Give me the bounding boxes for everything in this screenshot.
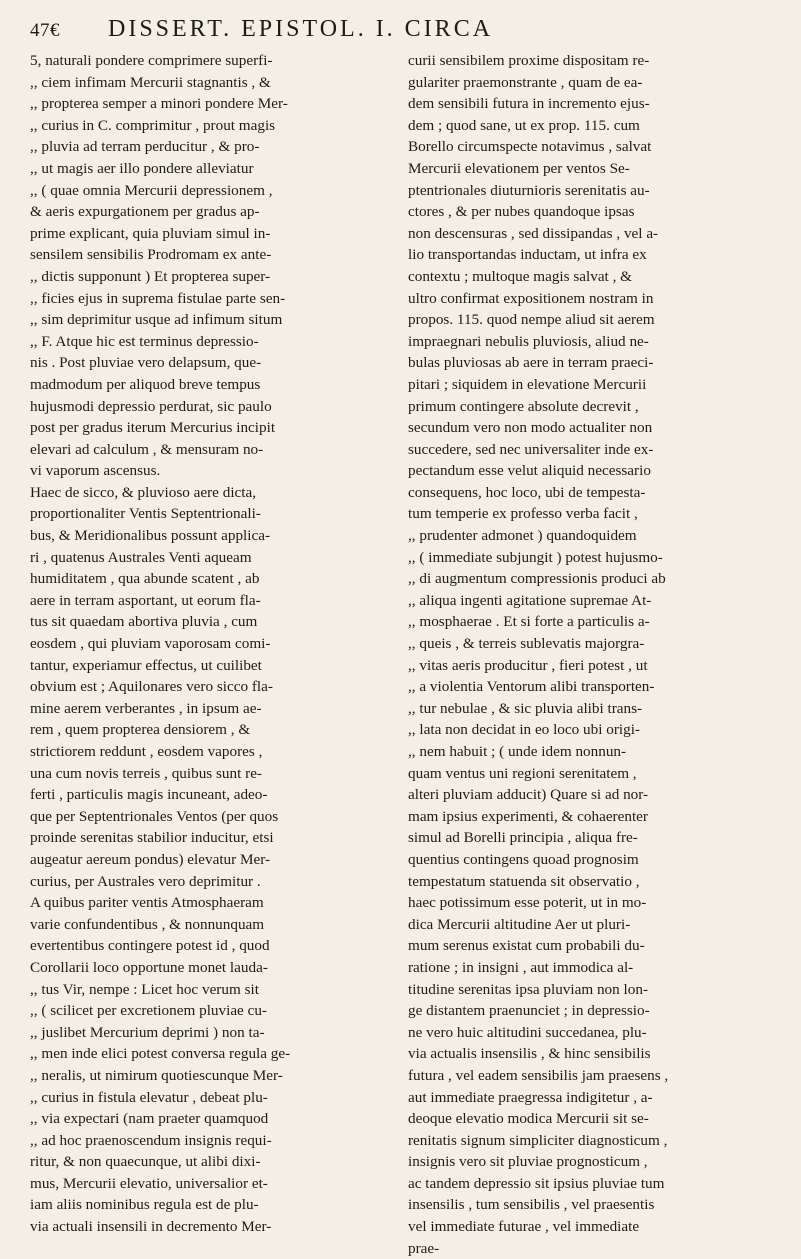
text-line: aere in terram asportant, ut eorum fla- — [30, 591, 261, 609]
text-line: ,, lata non decidat in eo loco ubi origi- — [408, 721, 640, 739]
text-line: iam aliis nominibus regula est de plu- — [30, 1196, 259, 1214]
text-columns — [30, 50, 777, 1259]
text-line: vi vaporum ascensus. — [30, 462, 161, 480]
text-line: ,, F. Atque hic est terminus depressio- — [30, 332, 259, 350]
text-line: ,, tus Vir, nempe : Licet hoc verum sit — [30, 980, 259, 998]
text-line: dem sensibili futura in incremento ejus- — [408, 95, 650, 113]
page-number: 47€ — [30, 20, 60, 41]
text-line: varie confundentibus , & nonnunquam — [30, 915, 265, 933]
text-line: sensilem sensibilis Prodromam ex ante- — [30, 246, 272, 264]
text-line: propos. 115. quod nempe aliud sit aerem — [408, 311, 655, 329]
text-line: ,, ad hoc praenoscendum insignis requi- — [30, 1131, 272, 1149]
text-line: 5, naturali pondere comprimere superfi- — [30, 52, 273, 69]
text-line: ,, juslibet Mercurium deprimi ) non ta- — [30, 1023, 265, 1041]
text-line: quam ventus uni regioni serenitatem , — [408, 764, 637, 782]
right-column — [408, 50, 774, 1259]
text-line: lio transportandas inductam, ut infra ex — [408, 246, 647, 264]
text-line: dica Mercurii altitudine Aer ut pluri- — [408, 915, 631, 933]
text-line: ,, ( scilicet per excretionem pluviae cu- — [30, 1002, 267, 1020]
text-line: rem , quem propterea densiorem , & — [30, 721, 251, 739]
text-line: ,, via expectari (nam praeter quamquod — [30, 1110, 269, 1128]
text-line: vel immediate futurae , vel immediate — [408, 1218, 640, 1236]
text-line: curii sensibilem proxime dispositam re- — [408, 52, 650, 69]
text-line: ,, dictis supponunt ) Et propterea super- — [30, 267, 271, 285]
text-line: consequens, hoc loco, ubi de tempesta- — [408, 483, 646, 501]
text-line: futura , vel eadem sensibilis jam praesens , — [408, 1066, 669, 1084]
text-line: ultro confirmat expositionem nostram in — [408, 289, 654, 307]
text-line: ge distantem praenunciet ; in depressio- — [408, 1002, 650, 1020]
text-line: ne vero huic altitudini succedanea, plu- — [408, 1023, 647, 1041]
text-line: Mercurii elevationem per ventos Se- — [408, 159, 630, 177]
text-line: hujusmodi depressio perdurat, sic paulo — [30, 397, 272, 415]
text-line: insignis vero sit pluviae prognosticum , — [408, 1153, 648, 1171]
text-line: mus, Mercurii elevatio, universalior et- — [30, 1174, 268, 1192]
text-line: ,, prudenter admonet ) quandoquidem — [408, 527, 637, 545]
text-line: ferti , particulis magis incuneant, adeo- — [30, 786, 268, 804]
text-line: strictiorem reddunt , eosdem vapores , — [30, 743, 263, 760]
text-line: prae- — [408, 1239, 440, 1257]
text-line: curius, per Australes vero deprimitur . — [30, 872, 261, 890]
text-line: ,, men inde elici potest conversa regula ge- — [30, 1045, 291, 1063]
text-line: Haec de sicco, & pluvioso aere dicta, — [30, 483, 257, 501]
text-line: A quibus pariter ventis Atmosphaeram — [30, 894, 264, 912]
text-line: succedere, sed nec universaliter inde ex- — [408, 440, 654, 458]
text-line: ,, ciem infimam Mercurii stagnantis , & — [30, 73, 271, 91]
text-line: deoque elevatio modica Mercurii sit se- — [408, 1110, 649, 1128]
text-line: via actualis insensilis , & hinc sensibilis — [408, 1045, 651, 1063]
page-header — [30, 16, 777, 50]
text-line: ,, ( immediate subjungit ) potest hujusmo- — [408, 548, 663, 566]
text-line: eosdem , qui pluviam vaporosam comi- — [30, 635, 271, 653]
text-line: gulariter praemonstrante , quam de ea- — [408, 73, 643, 91]
text-line: tum temperie ex professo verba facit , — [408, 505, 638, 523]
text-line: pectandum esse velut aliquid necessario — [408, 462, 651, 480]
text-line: ,, ut magis aer illo pondere alleviatur — [30, 159, 254, 177]
left-column — [30, 50, 396, 1259]
text-line: ,, tur nebulae , & sic pluvia alibi trans- — [408, 699, 643, 717]
text-line: ,, curius in C. comprimitur , prout magis — [30, 116, 276, 134]
text-line: alteri pluviam adducit) Quare si ad nor- — [408, 786, 649, 804]
text-line: insensilis , tum sensibilis , vel praesentis — [408, 1196, 655, 1214]
text-line: Corollarii loco opportune monet lauda- — [30, 958, 268, 976]
text-line: ,, neralis, ut nimirum quotiescunque Mer- — [30, 1066, 283, 1084]
text-line: elevari ad calculum , & mensuram no- — [30, 440, 264, 458]
text-line: impraegnari nebulis pluviosis, aliud ne- — [408, 332, 649, 350]
text-line: ,, propterea semper a minori pondere Mer- — [30, 95, 288, 113]
text-line: ptentrionales diuturnioris serenitatis au- — [408, 181, 650, 199]
text-line: Borello circumspecte notavimus , salvat — [408, 138, 652, 156]
text-line: proportionaliter Ventis Septentrionali- — [30, 505, 261, 523]
text-line: ,, sim deprimitur usque ad infimum situm — [30, 311, 283, 329]
running-head: DISSERT. EPISTOL. I. CIRCA — [108, 16, 494, 42]
text-line: una cum novis terreis , quibus sunt re- — [30, 764, 262, 782]
text-line: tempestatum statuenda sit observatio , — [408, 872, 640, 890]
text-line: ,, ficies ejus in suprema fistulae parte sen- — [30, 289, 286, 307]
text-line: humiditatem , qua abunde scatent , ab — [30, 570, 260, 588]
text-line: madmodum per aliquod breve tempus — [30, 375, 261, 393]
text-line: ratione ; in insigni , aut immodica al- — [408, 958, 634, 976]
text-line: ,, queis , & terreis sublevatis majorgra- — [408, 635, 645, 653]
text-line: prime explicant, quia pluviam simul in- — [30, 224, 271, 242]
text-line: ctores , & per nubes quandoque ipsas — [408, 203, 635, 221]
text-line: mum serenus existat cum probabili du- — [408, 937, 645, 955]
text-line: augeatur aereum pondus) elevatur Mer- — [30, 850, 271, 868]
text-line: & aeris expurgationem per gradus ap- — [30, 203, 260, 221]
text-line: ,, a violentia Ventorum alibi transporten- — [408, 678, 655, 696]
text-line: ,, aliqua ingenti agitatione supremae At- — [408, 591, 652, 609]
text-line: proinde serenitas stabilior inducitur, etsi — [30, 829, 274, 847]
text-line: nis . Post pluviae vero delapsum, que- — [30, 354, 262, 372]
text-line: via actuali insensili in decremento Mer- — [30, 1218, 272, 1236]
text-line: evertentibus contingere potest id , quod — [30, 937, 270, 955]
text-line: simul ad Borelli principia , aliqua fre- — [408, 829, 638, 847]
text-line: ,, pluvia ad terram perducitur , & pro- — [30, 138, 260, 156]
text-line: ri , quatenus Australes Venti aqueam — [30, 548, 252, 566]
text-line: ,, nem habuit ; ( unde idem nonnun- — [408, 743, 627, 760]
text-line: non descensuras , sed dissipandas , vel a- — [408, 224, 659, 242]
text-line: tus sit quaedam abortiva pluvia , cum — [30, 613, 258, 631]
text-line: titudine serenitas ipsa pluviam non lon- — [408, 980, 649, 998]
text-line: renitatis signum simpliciter diagnosticum , — [408, 1131, 668, 1149]
text-line: quentius contingens quoad prognosim — [408, 850, 639, 868]
text-line: primum contingere absolute decrevit , — [408, 397, 639, 415]
text-line: ac tandem depressio sit ipsius pluviae tum — [408, 1174, 665, 1192]
text-line: haec potissimum esse poterit, ut in mo- — [408, 894, 647, 912]
text-line: contextu ; multoque magis salvat , & — [408, 267, 632, 285]
text-line: ,, di augmentum compressionis produci ab — [408, 570, 666, 588]
text-line: bulas pluviosas ab aere in terram praeci- — [408, 354, 654, 372]
text-line: ,, ( quae omnia Mercurii depressionem , — [30, 181, 273, 199]
text-line: que per Septentrionales Ventos (per quos — [30, 807, 279, 825]
text-line: obvium est ; Aquilonares vero sicco fla- — [30, 678, 273, 696]
text-line: dem ; quod sane, ut ex prop. 115. cum — [408, 116, 640, 134]
text-line: bus, & Meridionalibus possunt applica- — [30, 527, 271, 545]
text-line: secundum vero non modo actualiter non — [408, 419, 653, 437]
text-line: aut immediate praegressa indigitetur , a- — [408, 1088, 653, 1106]
text-line: mam ipsius experimenti, & cohaerenter — [408, 807, 648, 825]
text-line: tantur, experiamur effectus, ut cuilibet — [30, 656, 262, 674]
text-line: ritur, & non quaecunque, ut alibi dixi- — [30, 1153, 261, 1171]
text-line: ,, curius in fistula elevatur , debeat plu- — [30, 1088, 268, 1106]
text-line: ,, mosphaerae . Et si forte a particulis a- — [408, 613, 650, 631]
text-line: post per gradus iterum Mercurius incipit — [30, 419, 276, 437]
text-line: pitari ; siquidem in elevatione Mercurii — [408, 375, 647, 393]
text-line: mine aerem verberantes , in ipsum ae- — [30, 699, 262, 717]
text-line: ,, vitas aeris producitur , fieri potest , ut — [408, 656, 648, 674]
